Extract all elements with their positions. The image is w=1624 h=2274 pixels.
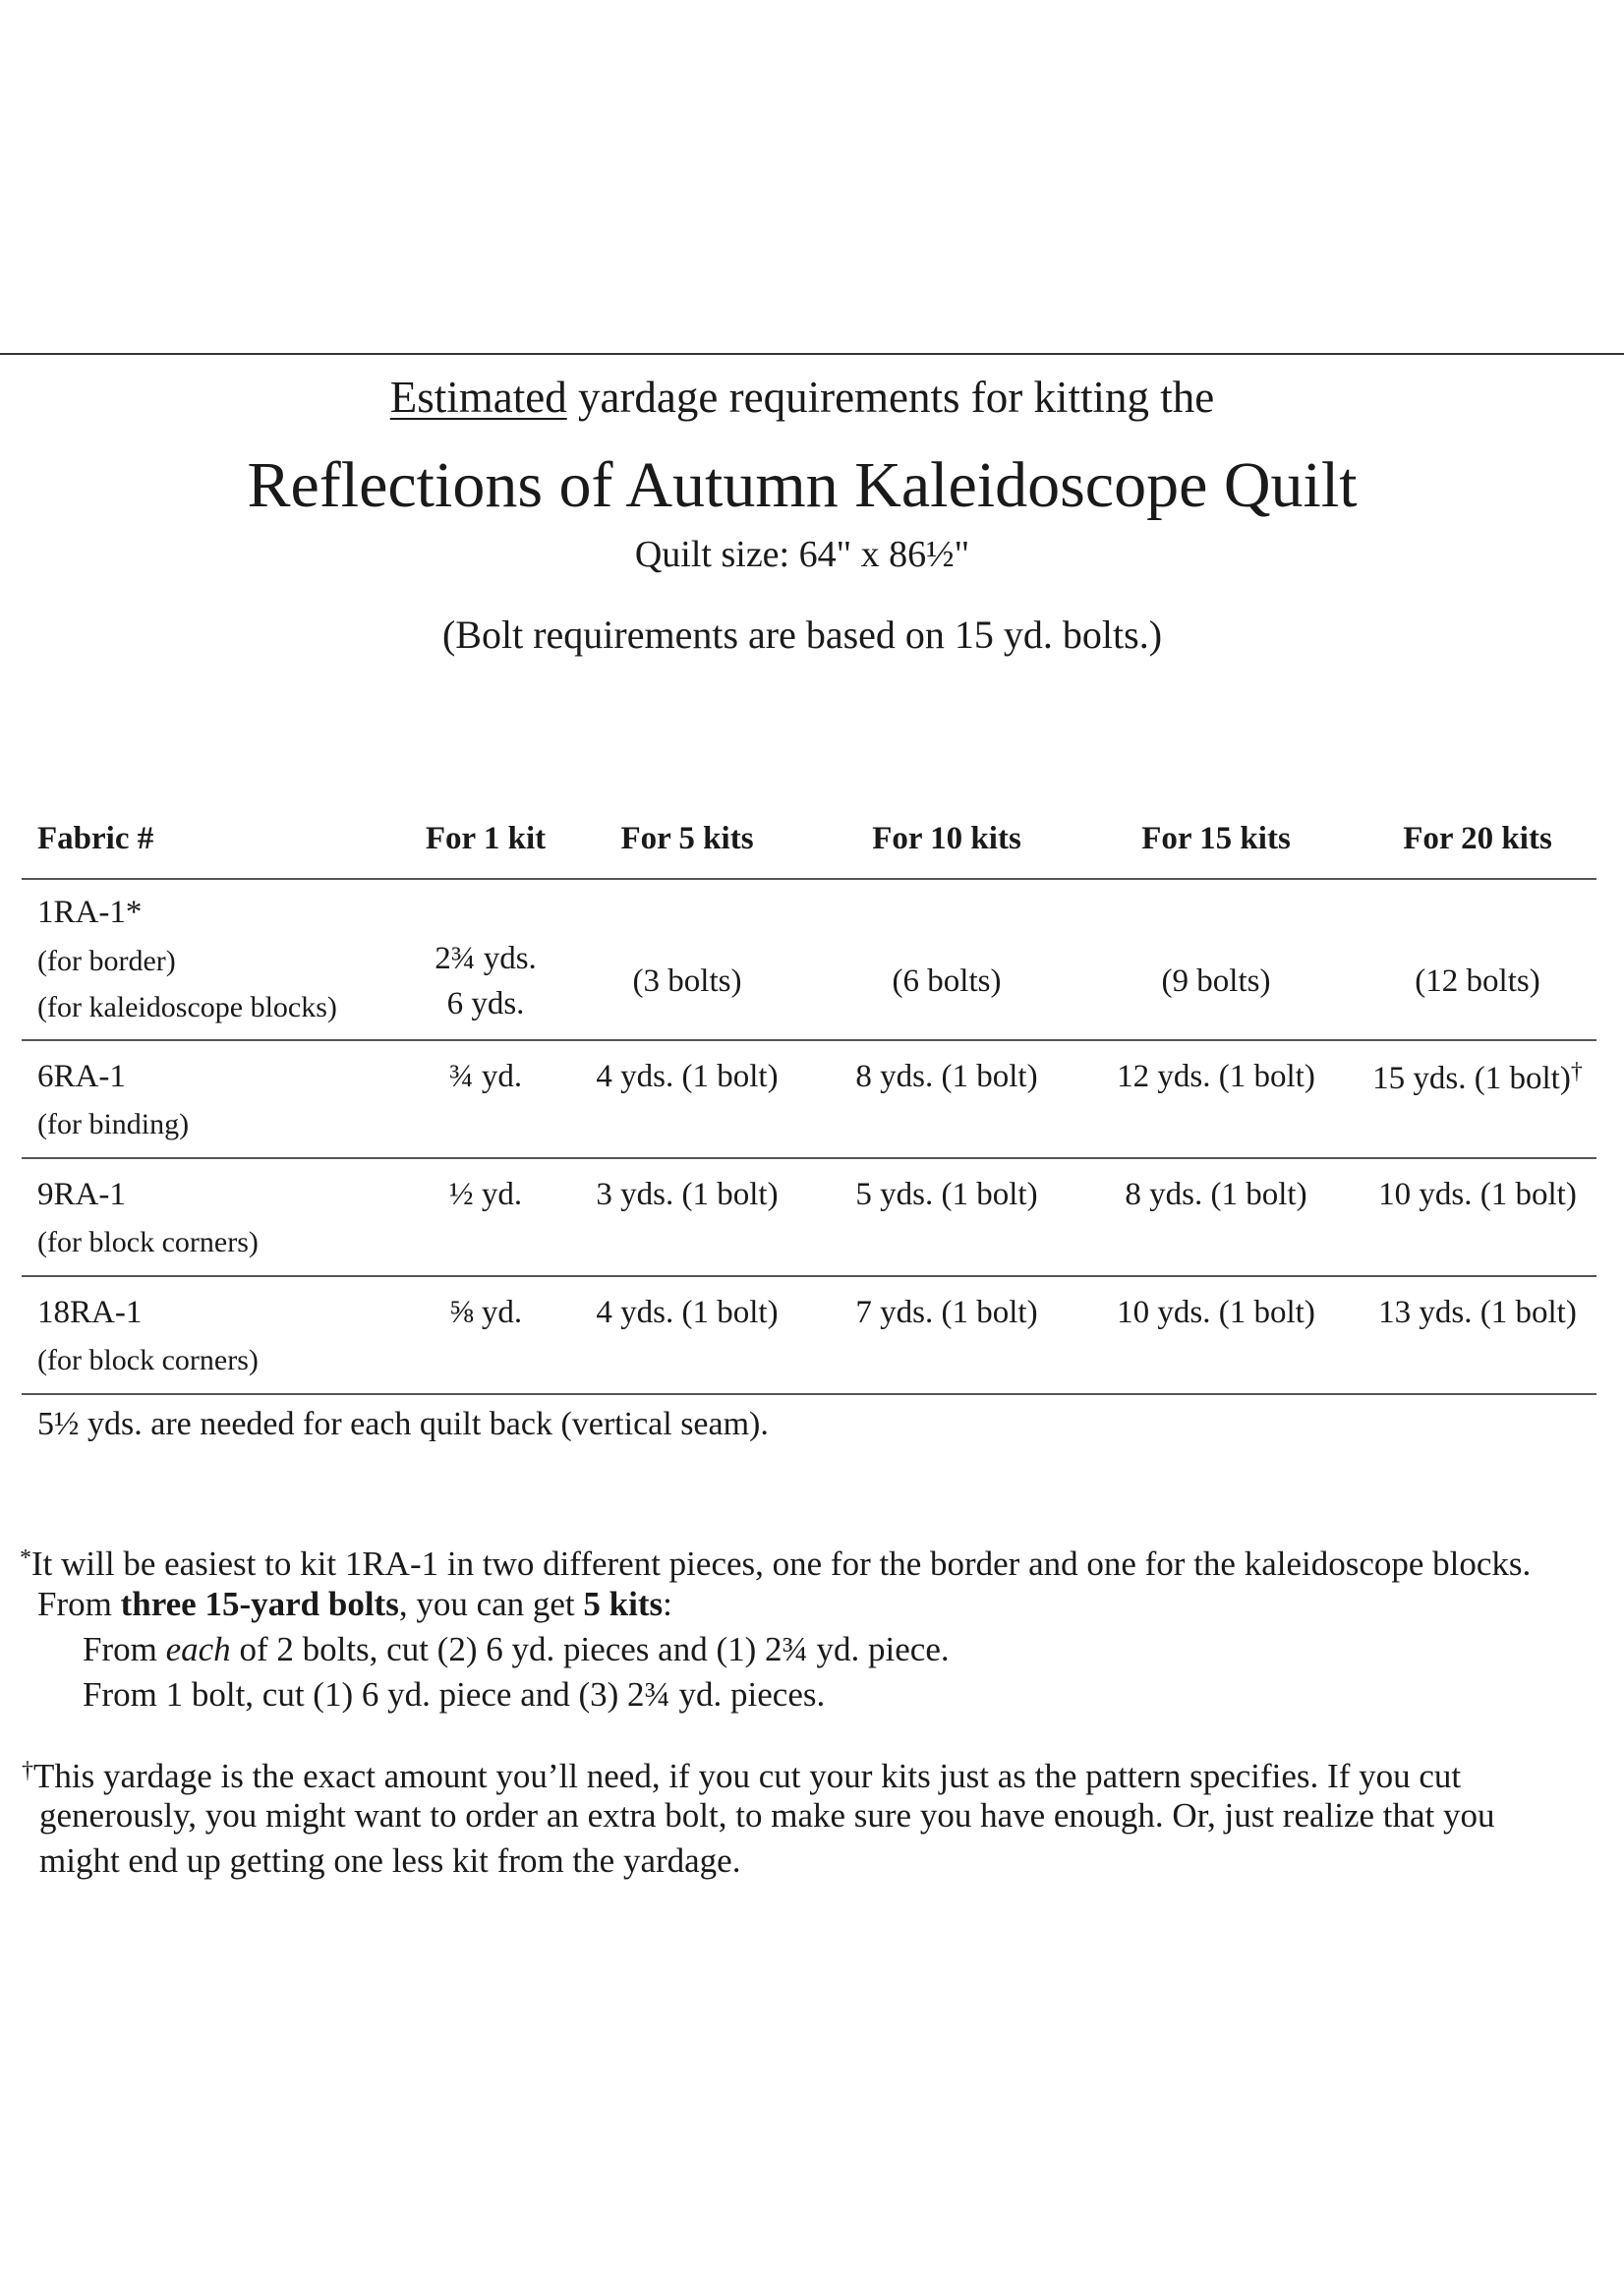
footnote-star-text2c: , you can get (398, 1585, 584, 1623)
row4-20kits: 13 yds. (1 bolt) (1378, 1295, 1577, 1330)
row3-15kits: 8 yds. (1 bolt) (1125, 1177, 1307, 1212)
footnote-dagger-line3: might end up getting one less kit from the yardage. (39, 1841, 741, 1880)
row1-fabric: 1RA-1* (37, 895, 143, 930)
row1-10kits: (6 bolts) (892, 963, 1002, 999)
header-1-kit: For 1 kit (425, 821, 547, 856)
row2-fabric: 6RA-1 (37, 1059, 126, 1094)
row2-20kits-value: 15 yds. (1 bolt) (1372, 1061, 1571, 1096)
header-15-kits: For 15 kits (1141, 821, 1291, 856)
footnote-star-line2 (37, 1582, 672, 1627)
row1-15kits: (9 bolts) (1161, 963, 1271, 999)
row2-10kits: 8 yds. (1 bolt) (855, 1059, 1038, 1094)
row4-10kits: 7 yds. (1 bolt) (855, 1295, 1038, 1330)
page-title: Reflections of Autumn Kaleidoscope Quilt (247, 449, 1358, 521)
footnote-star-text1: It will be easiest to kit 1RA-1 in two different pieces, one for the border and one for the kaleidoscope blocks. (31, 1545, 1532, 1583)
row3-note: (for block corners) (37, 1226, 259, 1258)
footnote-star-line3 (83, 1627, 950, 1672)
row4-note: (for block corners) (37, 1344, 259, 1376)
row4-1kit: ⅝ yd. (448, 1295, 523, 1330)
footnote-dagger-line1 (22, 1748, 1461, 1799)
footnote-star-bold-kits: 5 kits (583, 1585, 664, 1623)
header-fabric: Fabric # (37, 821, 154, 856)
footnote-dagger-line2: generously, you might want to order an extra bolt, to make sure you have enough. Or, just realize that you (39, 1796, 1495, 1835)
header-5-kits: For 5 kits (620, 821, 754, 856)
footnote-dagger-text1: This yardage is the exact amount you’ll need, if you cut your kits just as the pattern specifies. If you cut (33, 1757, 1462, 1795)
row2-1kit: ¾ yd. (448, 1059, 523, 1094)
row1-20kits: (12 bolts) (1415, 963, 1540, 999)
footnote-star-text3c: of 2 bolts, cut (2) 6 yd. pieces and (1) 2¾ yd. piece. (230, 1630, 950, 1668)
row2-15kits: 12 yds. (1 bolt) (1117, 1059, 1315, 1094)
row4-5kits: 4 yds. (1 bolt) (596, 1295, 779, 1330)
row3-20kits: 10 yds. (1 bolt) (1378, 1177, 1577, 1212)
row3-5kits: 3 yds. (1 bolt) (596, 1177, 779, 1212)
row-rule (22, 1275, 1596, 1277)
row1-1kit-blocks: 6 yds. (446, 986, 525, 1021)
footnote-star-text3a: From (83, 1630, 166, 1668)
row3-10kits: 5 yds. (1 bolt) (855, 1177, 1038, 1212)
star-mark: * (20, 1545, 31, 1571)
row-rule (22, 1157, 1596, 1159)
row-rule (22, 1039, 1596, 1041)
row2-20kits (1372, 1059, 1583, 1097)
row1-5kits: (3 bolts) (632, 963, 742, 999)
row4-15kits: 10 yds. (1 bolt) (1117, 1295, 1315, 1330)
row3-fabric: 9RA-1 (37, 1177, 126, 1212)
row-rule (22, 1393, 1596, 1395)
bolt-note: (Bolt requirements are based on 15 yd. bolts.) (441, 612, 1163, 657)
subtitle-rest: yardage requirements for kitting the (566, 373, 1215, 422)
footnote-star-line1 (20, 1536, 1531, 1587)
row2-5kits: 4 yds. (1 bolt) (596, 1059, 779, 1094)
row1-note-border: (for border) (37, 945, 176, 977)
top-rule (0, 353, 1624, 355)
dagger-footnote-mark: † (22, 1758, 33, 1783)
row3-1kit: ½ yd. (448, 1177, 523, 1212)
row4-fabric: 18RA-1 (37, 1295, 143, 1330)
row2-note: (for binding) (37, 1108, 190, 1140)
footnote-star-italic-each: each (165, 1630, 231, 1668)
header-20-kits: For 20 kits (1403, 821, 1552, 856)
footnote-star-line4: From 1 bolt, cut (1) 6 yd. piece and (3) 2¾ yd. pieces. (83, 1675, 826, 1714)
row1-1kit-border: 2¾ yds. (435, 941, 537, 976)
row1-note-blocks: (for kaleidoscope blocks) (37, 991, 337, 1023)
quilt-size: Quilt size: 64" x 86½" (634, 534, 970, 575)
footnote-star-text2e: : (663, 1585, 672, 1623)
header-rule (22, 878, 1596, 880)
header-10-kits: For 10 kits (872, 821, 1021, 856)
footnote-star-bold-bolts: three 15-yard bolts (120, 1585, 399, 1623)
subtitle (0, 372, 1614, 423)
dagger-mark: † (1570, 1059, 1583, 1084)
footnote-star-text2a: From (37, 1585, 121, 1623)
subtitle-underlined: Estimated (389, 373, 567, 422)
backing-note: 5½ yds. are needed for each quilt back (vertical seam). (37, 1406, 769, 1442)
